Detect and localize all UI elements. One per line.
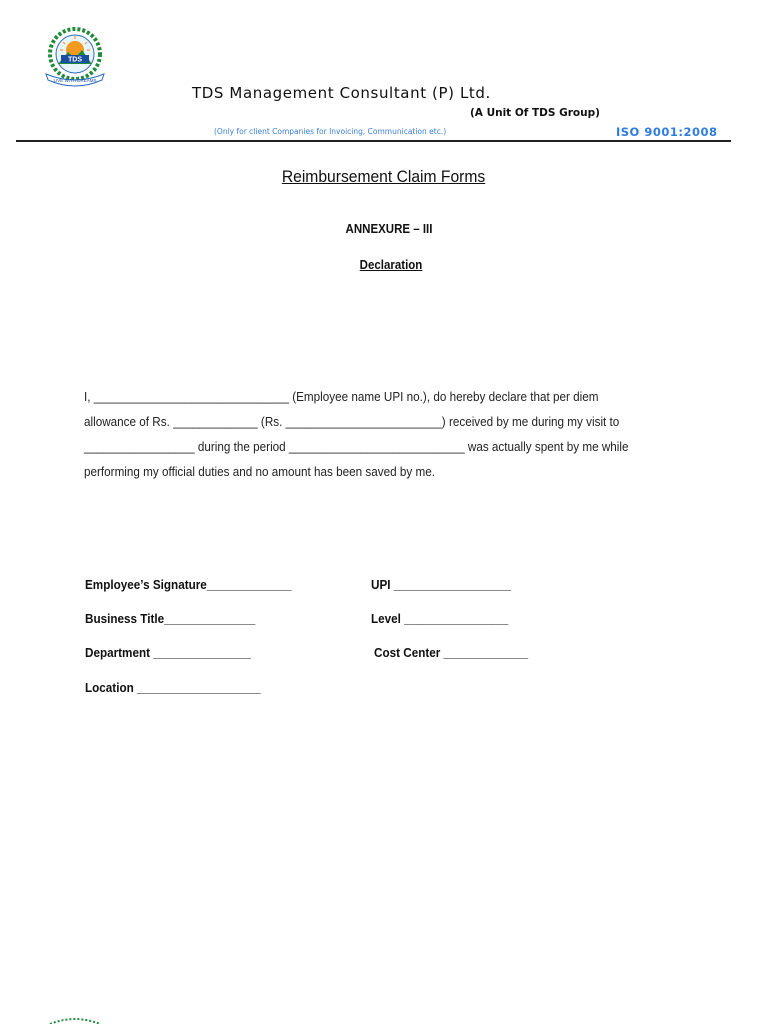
document-title-row: [0, 167, 768, 187]
upi-field: UPI __________________: [371, 577, 511, 592]
logo-text: TDS: [68, 56, 82, 64]
paragraph-line: performing my official duties and no amount has been saved by me.: [84, 464, 435, 479]
paragraph-line: I, ______________________________ (Employee name UPI no.), do hereby declare that per diem: [84, 389, 599, 404]
footer-logo-fragment: [30, 1014, 120, 1024]
employee-signature-field: Employee’s Signature_____________: [85, 577, 292, 592]
location-field: Location ___________________: [85, 680, 261, 695]
business-title-field: Business Title______________: [85, 611, 256, 626]
document-title: Reimbursement Claim Forms: [282, 167, 486, 186]
iso-certification: ISO 9001:2008: [616, 125, 718, 139]
level-field: Level ________________: [371, 611, 509, 626]
paragraph-line: allowance of Rs. _____________ (Rs. ________________________) received by me during my visit to: [84, 414, 620, 429]
header-divider: [16, 140, 731, 142]
paragraph-line: _________________ during the period ___________________________ was actually spent by me while: [84, 439, 629, 454]
company-name: TDS Management Consultant (P) Ltd.: [192, 84, 491, 102]
usage-note: (Only for client Companies for Invoicing, Communication etc.): [214, 127, 447, 136]
declaration-paragraph: [84, 384, 629, 484]
annexure-heading: ANNEXURE – III: [345, 222, 433, 236]
tds-logo: [30, 24, 120, 94]
declaration-heading: Declaration: [359, 258, 423, 272]
unit-line: (A Unit Of TDS Group): [470, 107, 600, 119]
department-field: Department _______________: [85, 645, 251, 660]
cost-center-field: Cost Center _____________: [374, 645, 529, 660]
logo-ribbon-text: LIVE WITH DREAMS: [53, 78, 97, 83]
